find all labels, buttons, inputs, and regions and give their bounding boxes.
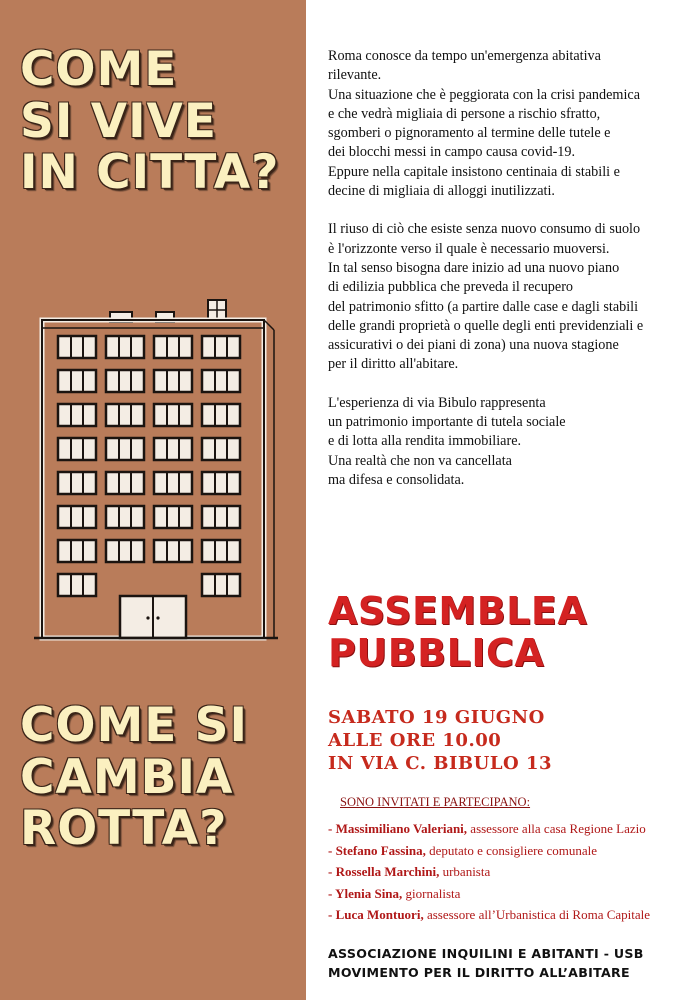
window <box>58 370 96 392</box>
window <box>106 336 144 358</box>
intro-line: è l'orizzonte verso il quale è necessario muoversi. <box>328 240 610 257</box>
left-panel <box>0 0 306 1000</box>
intro-line: Una realtà che non va cancellata <box>328 452 512 469</box>
intro-line: Il riuso di ciò che esiste senza nuovo consumo di suolo <box>328 221 641 238</box>
intro-line: decine di migliaia di alloggi inutilizzati. <box>328 183 555 200</box>
window <box>106 370 144 392</box>
window <box>154 438 192 460</box>
intro-line: dei blocchi messi in campo causa covid-19. <box>328 144 576 161</box>
headline-bottom-line: COME SI <box>20 698 249 753</box>
invited-name: - Ylenia Sina, <box>328 885 403 901</box>
window <box>154 472 192 494</box>
window <box>202 438 240 460</box>
window <box>202 472 240 494</box>
headline-bottom <box>20 700 248 855</box>
intro-text <box>328 47 673 509</box>
intro-line: In tal senso bisogna dare inizio ad una nuovo piano <box>328 259 620 276</box>
headline-top-line: COME <box>20 42 178 97</box>
assembly-line: PUBBLICA <box>328 631 545 675</box>
window <box>154 506 192 528</box>
headline-top-line: IN CITTA? <box>20 145 280 201</box>
invited-item <box>328 883 673 905</box>
door-handle <box>146 616 149 619</box>
invited-name: - Stefano Fassina, <box>328 842 426 858</box>
invited-role: assessore alla casa Regione Lazio <box>467 821 646 836</box>
window <box>106 506 144 528</box>
invited-role: giornalista <box>402 885 461 901</box>
invited-role: deputato e consigliere comunale <box>425 842 597 858</box>
window <box>58 404 96 426</box>
headline-top <box>20 44 279 199</box>
assembly-title <box>328 590 587 674</box>
intro-paragraph <box>328 47 673 201</box>
intro-line: rilevante. <box>328 67 382 84</box>
window <box>154 370 192 392</box>
intro-paragraph <box>328 394 673 490</box>
invited-name: - Massimiliano Valeriani, <box>328 821 468 836</box>
window <box>202 574 240 596</box>
door-handle <box>156 616 159 619</box>
intro-line: Roma conosce da tempo un'emergenza abitativa <box>328 48 601 64</box>
intro-line: Una situazione che è peggiorata con la crisi pandemica <box>328 86 640 103</box>
intro-line: assicurativi o dei piani di zona) una nuova stagione <box>328 337 619 354</box>
window <box>154 540 192 562</box>
window <box>58 336 96 358</box>
invited-role: assessore all’Urbanistica di Roma Capitale <box>423 907 651 922</box>
window <box>154 404 192 426</box>
invited-item <box>328 904 673 926</box>
intro-paragraph <box>328 220 673 374</box>
event-date: SABATO 19 GIUGNO <box>328 707 545 728</box>
window <box>202 336 240 358</box>
window <box>58 438 96 460</box>
event-details <box>328 706 552 775</box>
intro-line: Eppure nella capitale insistono centinaia di stabili e <box>328 163 620 180</box>
apartment-building-icon <box>28 290 283 645</box>
invited-name: - Rossella Marchini, <box>328 864 440 879</box>
window <box>202 370 240 392</box>
intro-line: e di lotta alla rendita immobiliare. <box>328 433 522 450</box>
invited-item <box>328 861 673 883</box>
intro-line: di edilizia pubblica che preveda il recupero <box>328 279 574 296</box>
intro-line: ma difesa e consolidata. <box>328 471 465 488</box>
window <box>202 540 240 562</box>
window <box>58 472 96 494</box>
assembly-line: ASSEMBLEA <box>328 589 588 633</box>
intro-line: sgomberi o pignoramento al termine delle tutele e <box>328 125 611 142</box>
window <box>154 336 192 358</box>
window <box>106 438 144 460</box>
organizer-line: ASSOCIAZIONE INQUILINI E ABITANTI - USB <box>328 946 644 961</box>
organizers <box>328 944 644 982</box>
window <box>58 574 96 596</box>
window <box>106 404 144 426</box>
invited-title: SONO INVITATI E PARTECIPANO: <box>340 795 531 809</box>
intro-line: e che vedrà migliaia di persone a rischio sfratto, <box>328 105 601 122</box>
invited-item <box>328 818 673 840</box>
window <box>106 472 144 494</box>
intro-line: delle grandi proprietà o quelle degli enti previdenziali e <box>328 317 644 334</box>
invited-item <box>328 840 673 862</box>
invited-role: urbanista <box>439 864 491 879</box>
intro-line: del patrimonio sfitto (a partire dalle case e dagli stabili <box>328 298 639 315</box>
window <box>58 540 96 562</box>
invited-list <box>328 818 673 926</box>
event-place: IN VIA C. BIBULO 13 <box>328 753 552 774</box>
window <box>202 404 240 426</box>
invited-name: - Luca Montuori, <box>328 907 424 922</box>
event-time: ALLE ORE 10.00 <box>328 730 502 751</box>
headline-top-line: SI VIVE <box>20 93 218 149</box>
headline-bottom-line: CAMBIA <box>20 749 234 805</box>
window <box>202 506 240 528</box>
intro-line: un patrimonio importante di tutela sociale <box>328 414 566 431</box>
intro-line: per il diritto all'abitare. <box>328 356 459 373</box>
window <box>106 540 144 562</box>
window <box>58 506 96 528</box>
headline-bottom-line: ROTTA? <box>20 801 228 857</box>
intro-line: L'esperienza di via Bibulo rappresenta <box>328 394 546 411</box>
organizer-line: MOVIMENTO PER IL DIRITTO ALL’ABITARE <box>328 965 630 980</box>
